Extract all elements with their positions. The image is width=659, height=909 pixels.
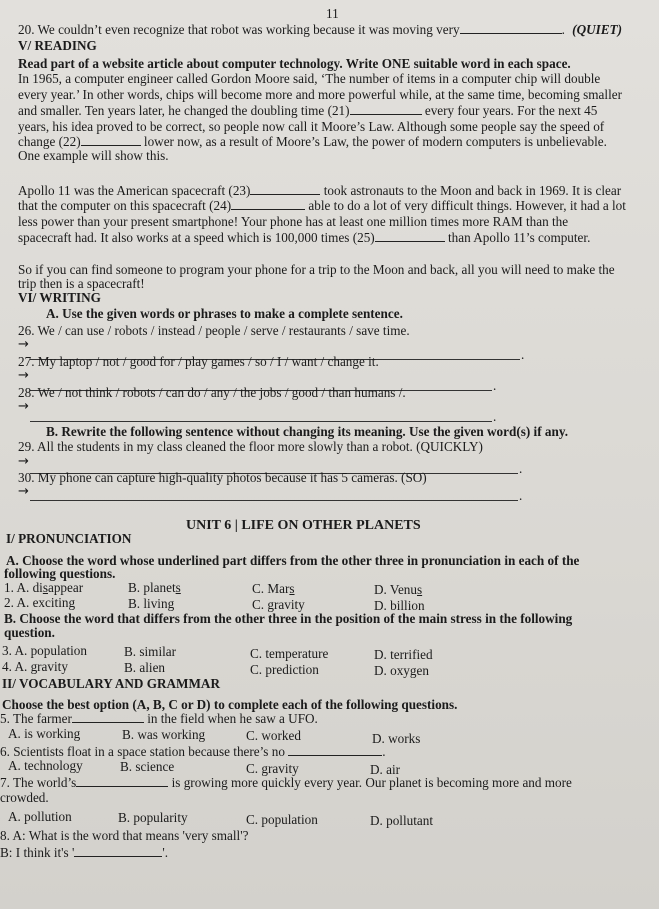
question-29: 29. All the students in my class cleaned the floor more slowly than a robot. (QUICKLY): [18, 439, 483, 454]
unit-title: UNIT 6 | LIFE ON OTHER PLANETS: [186, 518, 421, 533]
question-8-line-b: [0, 845, 168, 860]
answer-blank-21[interactable]: [350, 103, 422, 115]
question-4-option-c[interactable]: C. prediction: [250, 662, 319, 677]
page-number: 11: [326, 6, 339, 21]
writing-heading: VI/ WRITING: [18, 290, 101, 305]
reading-line-4: years, his idea proved to be correct, so people now call it Moore’s Law. Although some people say the speed of: [18, 119, 605, 134]
q1-d-underlined: s: [416, 582, 423, 597]
q1-a-underlined: s: [42, 580, 48, 595]
pronunciation-part-b: B. Choose the word that differs from the other three in the position of the main stress in the following: [4, 611, 573, 626]
reading-line-10: [18, 230, 590, 245]
q6-period: .: [382, 744, 386, 759]
q1-c-pre: C. Mar: [252, 581, 290, 596]
reading-line-5-end: lower now, as a result of Moore’s Law, the power of modern computers is unbelievable.: [143, 134, 607, 149]
q5-stem-start: 5. The farmer: [0, 711, 72, 726]
question-28: 28. We / not think / robots / can do / any / the jobs / good / than humans /.: [18, 385, 406, 400]
question-1-option-c[interactable]: [252, 581, 295, 596]
reading-line-3: [18, 103, 597, 118]
question-3-option-b[interactable]: B. similar: [124, 644, 177, 659]
answer-blank-5[interactable]: [72, 711, 144, 723]
vocabulary-instruction: Choose the best option (A, B, C or D) to complete each of the following questions.: [2, 697, 458, 712]
reading-line-6: One example will show this.: [18, 148, 169, 163]
reading-line-3-start: and smaller. Ten years later, he changed the doubling time (21): [18, 103, 350, 118]
question-1-option-a[interactable]: [4, 580, 83, 595]
reading-line-5-start: change (22): [18, 134, 81, 149]
reading-line-10-start: spacecraft had. It also works at a speed which is 100,000 times (25): [18, 230, 375, 245]
arrow-icon: →: [18, 454, 29, 469]
writing-part-b: B. Rewrite the following sentence without changing its meaning. Use the given word(s) if any.: [46, 424, 568, 439]
arrow-icon: →: [18, 368, 29, 383]
question-26: 26. We / can use / robots / instead / people / serve / restaurants / save time.: [18, 323, 410, 338]
answer-blank-6[interactable]: [288, 744, 382, 756]
question-6-stem: [0, 744, 386, 759]
answer-line-30[interactable]: [30, 500, 518, 501]
reading-line-9: less power than your present smartphone! Your phone has at least one million times more RAM than the: [18, 214, 569, 229]
question-20-hint: (QUIET): [572, 22, 622, 37]
question-2-option-d[interactable]: D. billion: [374, 598, 425, 613]
reading-line-3-end: every four years. For the next 45: [424, 103, 598, 118]
writing-part-a: A. Use the given words or phrases to make a complete sentence.: [46, 306, 403, 321]
reading-line-7-start: Apollo 11 was the American spacecraft (23): [18, 183, 251, 198]
reading-instruction: Read part of a website article about computer technology. Write ONE suitable word in each space.: [18, 56, 571, 71]
q1-b-underlined: s: [175, 580, 181, 595]
question-27: 27. My laptop / not / good for / play games / so / I / want / change it.: [18, 354, 379, 369]
question-4-option-d[interactable]: D. oxygen: [374, 663, 429, 678]
question-5-option-a[interactable]: A. is working: [8, 726, 81, 741]
question-7-option-c[interactable]: C. population: [246, 812, 318, 827]
question-20-end: .: [561, 22, 565, 37]
question-3-option-d[interactable]: D. terrified: [374, 647, 433, 662]
question-2-option-a[interactable]: 2. A. exciting: [4, 595, 76, 610]
reading-line-7: [18, 183, 621, 198]
answer-line-27-period: .: [493, 378, 497, 393]
question-20: [18, 22, 622, 37]
question-3-option-a[interactable]: 3. A. population: [2, 643, 87, 658]
answer-blank-20[interactable]: [460, 22, 562, 34]
reading-line-11: So if you can find someone to program your phone for a trip to the Moon and back, all you will need to make the: [18, 262, 615, 277]
arrow-icon: →: [18, 337, 29, 352]
question-1-option-b[interactable]: [128, 580, 181, 595]
q7-stem-end: is growing more quickly every year. Our planet is becoming more and more: [171, 775, 572, 790]
question-5-option-c[interactable]: C. worked: [246, 728, 301, 743]
question-6-option-b[interactable]: B. science: [120, 759, 175, 774]
q1-c-underlined: s: [289, 581, 295, 596]
question-1-option-d[interactable]: [374, 582, 422, 597]
reading-line-8-end: able to do a lot of very difficult things. However, it had a lot: [308, 198, 626, 213]
reading-heading: V/ READING: [18, 38, 97, 53]
pronunciation-heading: I/ PRONUNCIATION: [6, 531, 132, 546]
q7-stem-start: 7. The world’s: [0, 775, 77, 790]
question-7-option-a[interactable]: A. pollution: [8, 809, 72, 824]
reading-line-10-end: than Apollo 11’s computer.: [448, 230, 591, 245]
reading-line-5: [18, 134, 607, 149]
question-4-option-a[interactable]: 4. A. gravity: [2, 659, 68, 674]
vocabulary-heading: II/ VOCABULARY AND GRAMMAR: [2, 676, 220, 691]
question-7-option-b[interactable]: B. popularity: [118, 810, 188, 825]
question-20-text: 20. We couldn’t even recognize that robot was working because it was moving very: [18, 22, 460, 37]
question-6-option-d[interactable]: D. air: [370, 762, 401, 777]
answer-line-28-period: .: [493, 409, 497, 424]
answer-line-28[interactable]: [30, 421, 492, 422]
answer-blank-24[interactable]: [231, 198, 305, 210]
question-3-option-c[interactable]: C. temperature: [250, 646, 329, 661]
answer-blank-25[interactable]: [375, 230, 445, 242]
answer-line-29-period: .: [519, 461, 523, 476]
reading-line-2: every year.’ In other words, chips will become more and more powerful while, at the same time, becoming smaller: [18, 87, 622, 102]
answer-blank-22[interactable]: [81, 134, 141, 146]
reading-line-8-start: that the computer on this spacecraft (24): [18, 198, 232, 213]
question-6-option-c[interactable]: C. gravity: [246, 761, 299, 776]
answer-blank-23[interactable]: [250, 183, 320, 195]
reading-line-8: [18, 198, 626, 213]
pronunciation-part-a: A. Choose the word whose underlined part differs from the other three in pronunciation in each of the: [6, 553, 580, 568]
question-5-option-d[interactable]: D. works: [372, 731, 421, 746]
question-30: 30. My phone can capture high-quality photos because it has 5 cameras. (SO): [18, 470, 427, 485]
q5-stem-end: in the field when he saw a UFO.: [147, 711, 318, 726]
question-2-option-b[interactable]: B. living: [128, 596, 175, 611]
answer-blank-8[interactable]: [74, 845, 162, 857]
answer-line-30-period: .: [519, 488, 523, 503]
question-5-stem: [0, 711, 318, 726]
q6-stem: 6. Scientists float in a space station because there’s no: [0, 744, 285, 759]
question-2-option-c[interactable]: C. gravity: [252, 597, 305, 612]
reading-line-1: In 1965, a computer engineer called Gordon Moore said, ‘The number of items in a computer chip will double: [18, 71, 601, 86]
pronunciation-part-b-cont: question.: [4, 625, 55, 640]
question-5-option-b[interactable]: B. was working: [122, 727, 206, 742]
q8-b-start: B: I think it's ': [0, 845, 75, 860]
q1-b-pre: B. planet: [128, 580, 176, 595]
question-8-line-a: 8. A: What is the word that means 'very small'?: [0, 828, 249, 843]
question-6-option-a[interactable]: A. technology: [8, 758, 83, 773]
q1-a-post: appear: [47, 580, 84, 595]
reading-line-12: trip then is a spacecraft!: [18, 276, 145, 291]
question-7-stem-cont: crowded.: [0, 790, 49, 805]
question-7-stem: [0, 775, 572, 790]
q8-b-end: '.: [162, 845, 169, 860]
answer-blank-7[interactable]: [76, 775, 168, 787]
question-7-option-d[interactable]: D. pollutant: [370, 813, 434, 828]
pronunciation-part-a-cont: following questions.: [4, 566, 116, 581]
question-4-option-b[interactable]: B. alien: [124, 660, 166, 675]
q1-d-pre: D. Venu: [374, 582, 417, 597]
q1-a-pre: di: [32, 580, 43, 595]
answer-line-26-period: .: [521, 347, 525, 362]
arrow-icon: →: [18, 399, 29, 414]
arrow-icon: →: [18, 484, 29, 499]
reading-line-7-end: took astronauts to the Moon and back in 1969. It is clear: [323, 183, 622, 198]
question-1-number: 1. A.: [4, 580, 33, 595]
